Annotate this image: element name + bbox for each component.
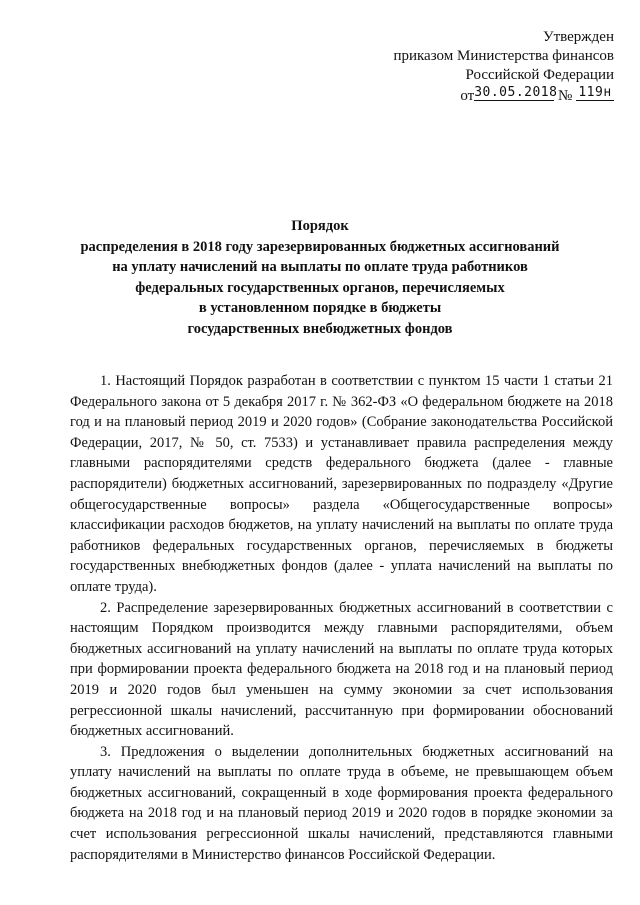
title-line: государственных внебюджетных фондов	[187, 320, 453, 337]
paragraph-3: 3. Предложения о выделении дополнительных бюджетных ассигнований на уплату начислений на выплаты по оплате труда в объеме, не превышающем объем бюджетных ассигнований, сокращенный в ходе формирования проекта федерального бюджета на 2018 год и на плановый период 2019 и 2020 годов в порядке экономии за счет использования регрессионной шкалы начислений, представляются главными распорядителями в Министерство финансов Российской Федерации.	[70, 743, 613, 863]
document-title	[40, 216, 600, 339]
order-date: 30.05.2018	[474, 85, 558, 100]
title-heading: Порядок	[291, 218, 349, 234]
title-line: на уплату начислений на выплаты по оплате труда работников	[112, 259, 528, 275]
date-prefix: от	[460, 88, 475, 104]
approval-status: Утвержден	[542, 29, 614, 45]
approval-stamp	[354, 28, 614, 106]
approval-date-line	[354, 86, 614, 106]
approval-country: Российской Федерации	[465, 67, 614, 83]
approval-order-issuer: приказом Министерства финансов	[393, 48, 614, 64]
title-line: федеральных государственных органов, перечисляемых	[135, 279, 505, 296]
title-line: распределения в 2018 году зарезервированных бюджетных ассигнований	[80, 238, 560, 255]
number-prefix: №	[557, 88, 573, 104]
paragraph-2: 2. Распределение зарезервированных бюджетных ассигнований в соответствии с настоящим Порядком производится между главными распорядителями, объем бюджетных ассигнований на уплату начислений на выплаты по оплате труда которых при формировании проекта федерального бюджета на 2018 год и на плановый период 2019 и 2020 годов был уменьшен на сумму экономии за счет использования регрессионной шкалы начислений, рассчитанную при формировании обоснований бюджетных ассигнований.	[70, 599, 613, 740]
document-body	[70, 371, 613, 865]
paragraph-1: 1. Настоящий Порядок разработан в соответствии с пунктом 15 части 1 статьи 21 Федерального закона от 5 декабря 2017 г. № 362-ФЗ «О федеральном бюджете на 2018 год и на плановый период 2019 и 2020 годов» (Собрание законодательства Российской Федерации, 2017, № 50, ст. 7533) и устанавливает правила распределения между главными распорядителями средств федерального бюджета (далее - главные распорядители) бюджетных ассигнований, зарезервированных по подразделу «Другие общегосударственные вопросы» раздела «Общегосударственные вопросы» классификации расходов бюджетов, на уплату начислений на выплаты по оплате труда работников федеральных государственных органов, перечисляемых в бюджеты государственных внебюджетных фондов (далее - уплата начислений на выплаты по оплате труда).	[70, 373, 613, 595]
title-line: в установленном порядке в бюджеты	[198, 300, 442, 316]
order-number: 119н	[576, 86, 614, 101]
